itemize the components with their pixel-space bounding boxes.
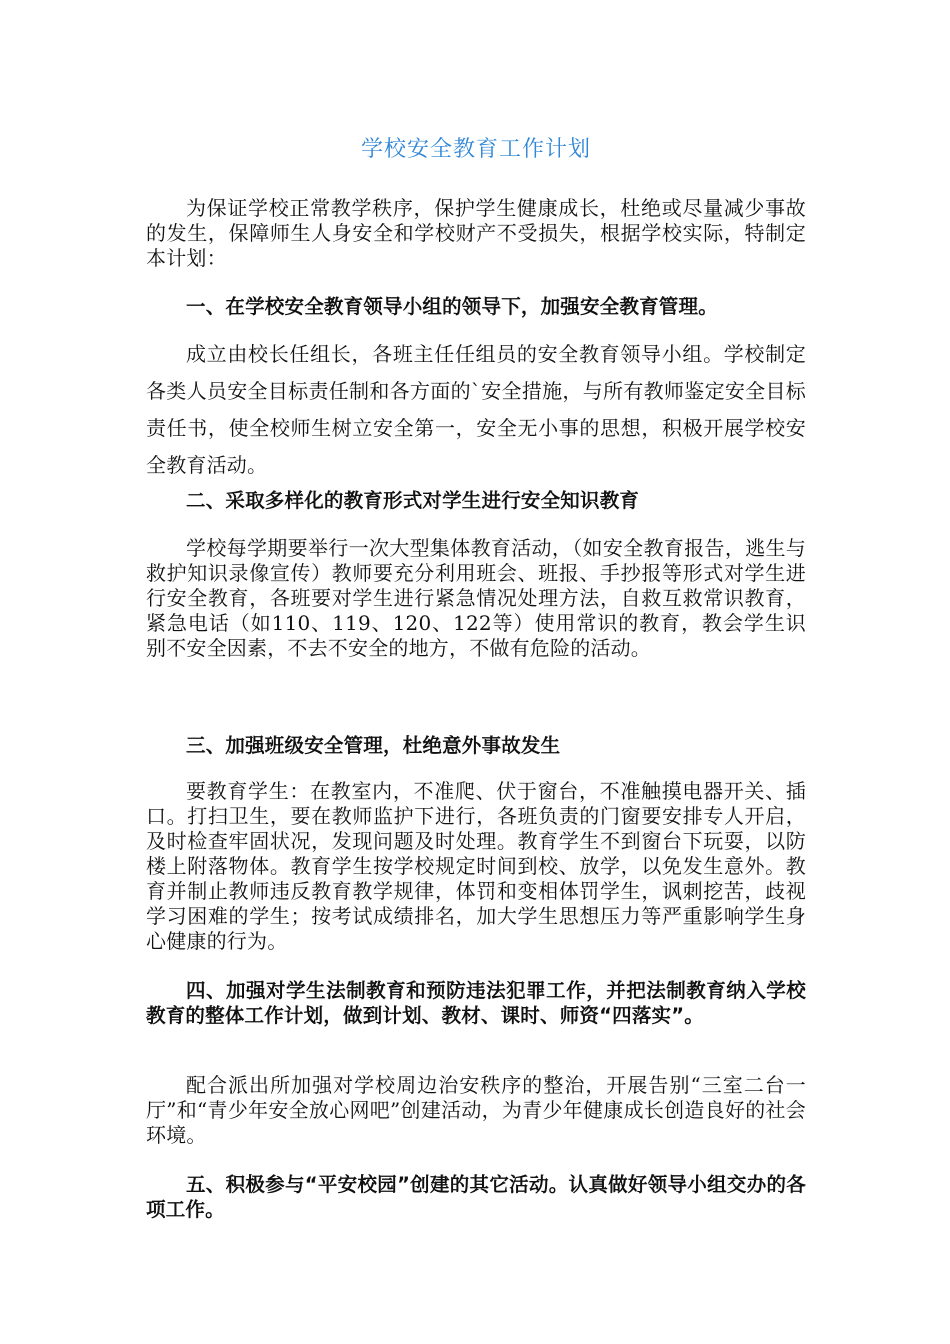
section-4-body: 配合派出所加强对学校周边治安秩序的整治，开展告别“三室二台一厅”和“青少年安全放心网吧”创建活动，为青少年健康成长创造良好的社会环境。 [146,1073,806,1147]
section-2-body: 学校每学期要举行一次大型集体教育活动，（如安全教育报告，逃生与救护知识录像宣传）教师要充分利用班会、班报、手抄报等形式对学生进行安全教育，各班要对学生进行紧急情况处理方法，自救互救常识教育，紧急电话（如110、119、120、122等）使用常识的教育，教会学生识别不安全因素，不去不安全的地方，不做有危险的活动。 [146,536,806,660]
section-2-heading: 二、采取多样化的教育形式对学生进行安全知识教育 [186,489,640,512]
section-5-heading: 五、积极参与“平安校园”创建的其它活动。认真做好领导小组交办的各项工作。 [146,1173,806,1221]
intro-paragraph: 为保证学校正常教学秩序，保护学生健康成长，杜绝或尽量减少事故的发生，保障师生人身安全和学校财产不受损失，根据学校实际，特制定本计划： [146,196,806,270]
section-4-heading: 四、加强对学生法制教育和预防违法犯罪工作，并把法制教育纳入学校教育的整体工作计划，做到计划、教材、课时、师资“四落实”。 [146,979,806,1027]
section-3-body: 要教育学生：在教室内，不准爬、伏于窗台，不准触摸电器开关、插口。打扫卫生，要在教师监护下进行，各班负责的门窗要安排专人开启，及时检查牢固状况，发现问题及时处理。教育学生不到窗台下玩耍，以防楼上附落物体。教育学生按学校规定时间到校、放学，以免发生意外。教育并制止教师违反教育教学规律，体罚和变相体罚学生，讽刺挖苦，歧视学习困难的学生；按考试成绩排名，加大学生思想压力等严重影响学生身心健康的行为。 [146,779,806,953]
section-1-body: 成立由校长任组长，各班主任任组员的安全教育领导小组。学校制定各类人员安全目标责任制和各方面的`安全措施，与所有教师鉴定安全目标责任书，使全校师生树立安全第一，安全无小事的思想，积极开展学校安全教育活动。 [146,342,806,477]
document-title: 学校安全教育工作计划 [360,137,591,162]
section-1-heading: 一、在学校安全教育领导小组的领导下，加强安全教育管理。 [186,295,718,318]
section-3-heading: 三、加强班级安全管理，杜绝意外事故发生 [186,734,561,757]
